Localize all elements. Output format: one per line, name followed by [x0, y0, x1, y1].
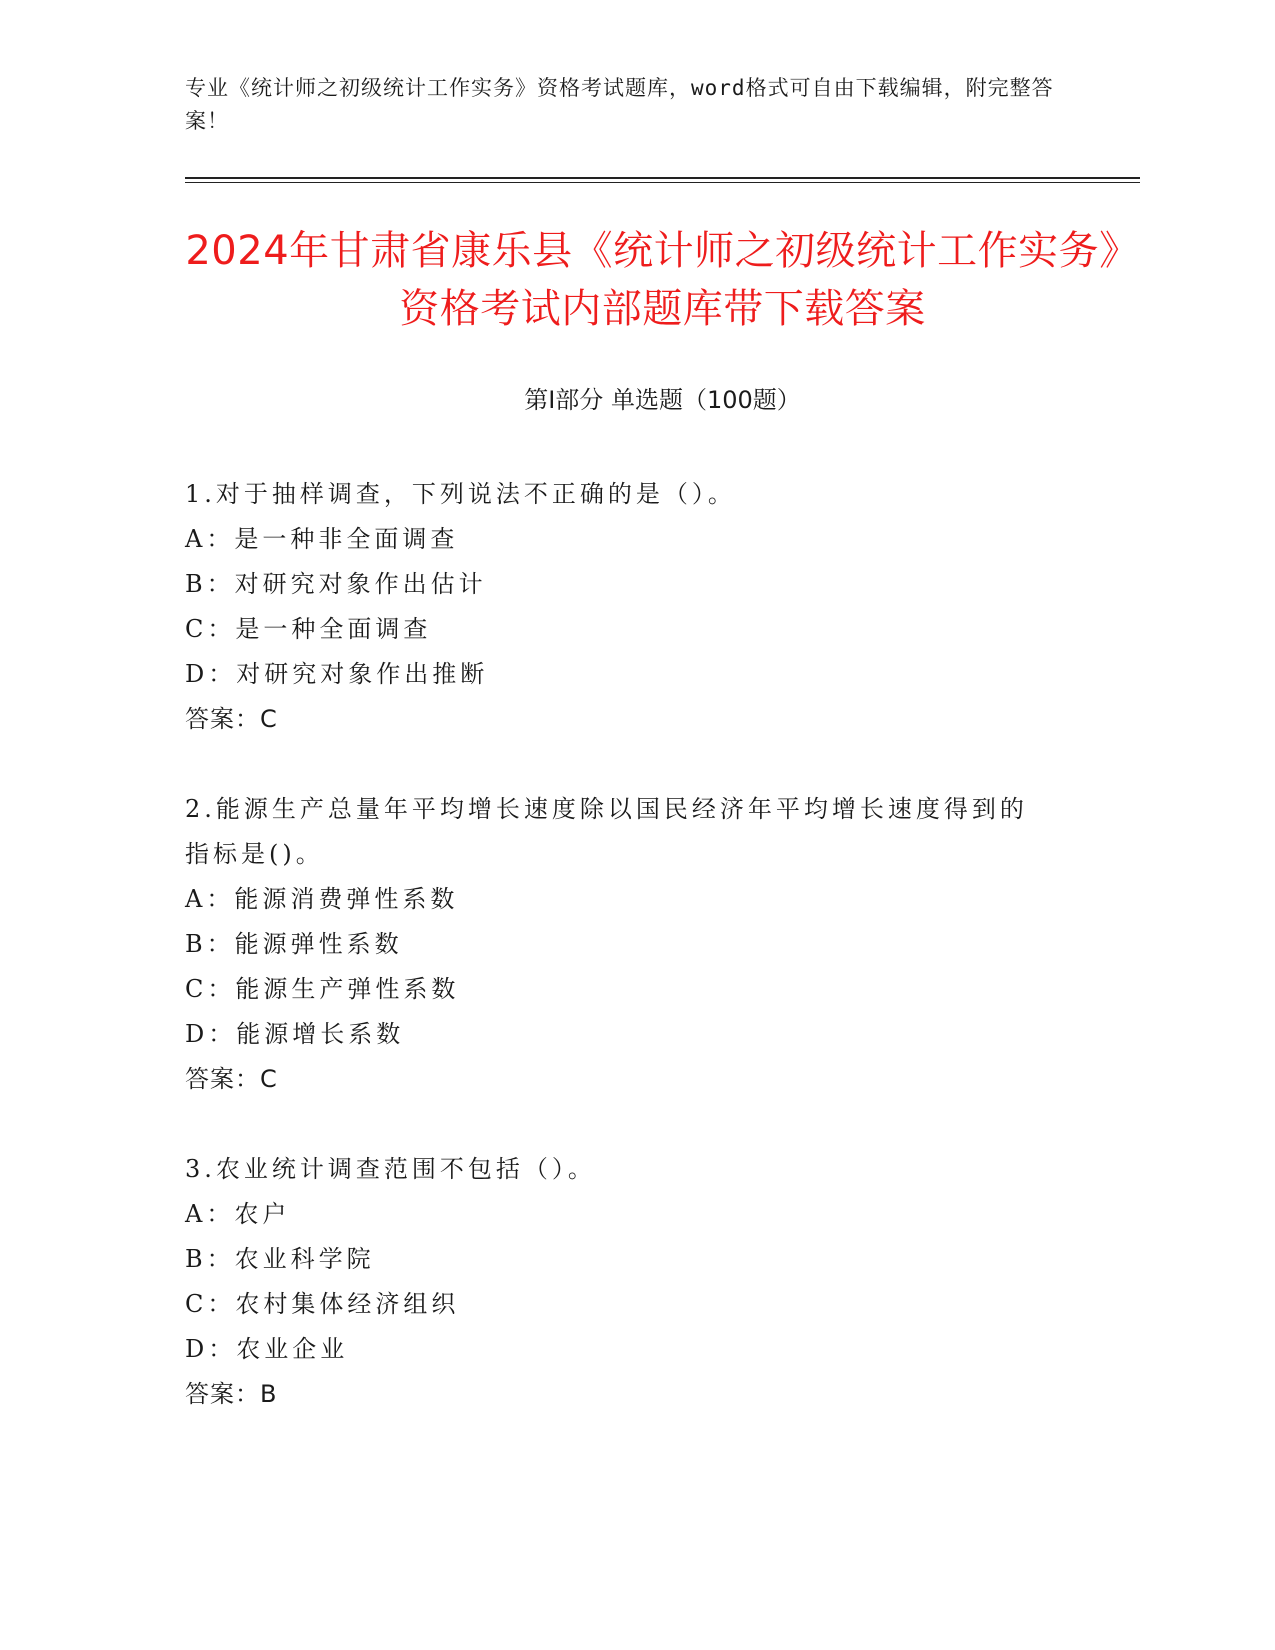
- option-a: A：是一种非全面调查: [185, 525, 459, 553]
- header-divider-thin: [185, 182, 1140, 183]
- option-d: D：能源增长系数: [185, 1020, 405, 1048]
- answer: 答案：C: [185, 705, 278, 733]
- option-c: C：能源生产弹性系数: [185, 975, 460, 1003]
- question-2: [185, 787, 1085, 1102]
- question-stem: 1.对于抽样调查，下列说法不正确的是（）。: [185, 480, 736, 508]
- document-title: 2024年甘肃省康乐县《统计师之初级统计工作实务》资格考试内部题库带下载答案: [185, 228, 1140, 332]
- option-b: B：农业科学院: [185, 1245, 375, 1273]
- section-title: 第Ⅰ部分 单选题（100题）: [524, 386, 801, 414]
- option-b: B：能源弹性系数: [185, 930, 403, 958]
- question-stem: 2.能源生产总量年平均增长速度除以国民经济年平均增长速度得到的指标是()。: [185, 795, 1028, 868]
- option-b: B：对研究对象作出估计: [185, 570, 487, 598]
- option-a: A：农户: [185, 1200, 291, 1228]
- option-c: C：农村集体经济组织: [185, 1290, 460, 1318]
- option-d: D：农业企业: [185, 1335, 349, 1363]
- header-note: 专业《统计师之初级统计工作实务》资格考试题库，word格式可自由下载编辑，附完整答案！: [185, 76, 1054, 133]
- question-stem: 3.农业统计调查范围不包括（）。: [185, 1155, 596, 1183]
- option-d: D：对研究对象作出推断: [185, 660, 489, 688]
- answer: 答案：C: [185, 1065, 278, 1093]
- question-list: [185, 472, 1085, 1462]
- answer: 答案：B: [185, 1380, 278, 1408]
- question-1: [185, 472, 1085, 742]
- question-3: [185, 1147, 1085, 1417]
- option-a: A：能源消费弹性系数: [185, 885, 459, 913]
- option-c: C：是一种全面调查: [185, 615, 432, 643]
- header-divider-thick: [185, 177, 1140, 179]
